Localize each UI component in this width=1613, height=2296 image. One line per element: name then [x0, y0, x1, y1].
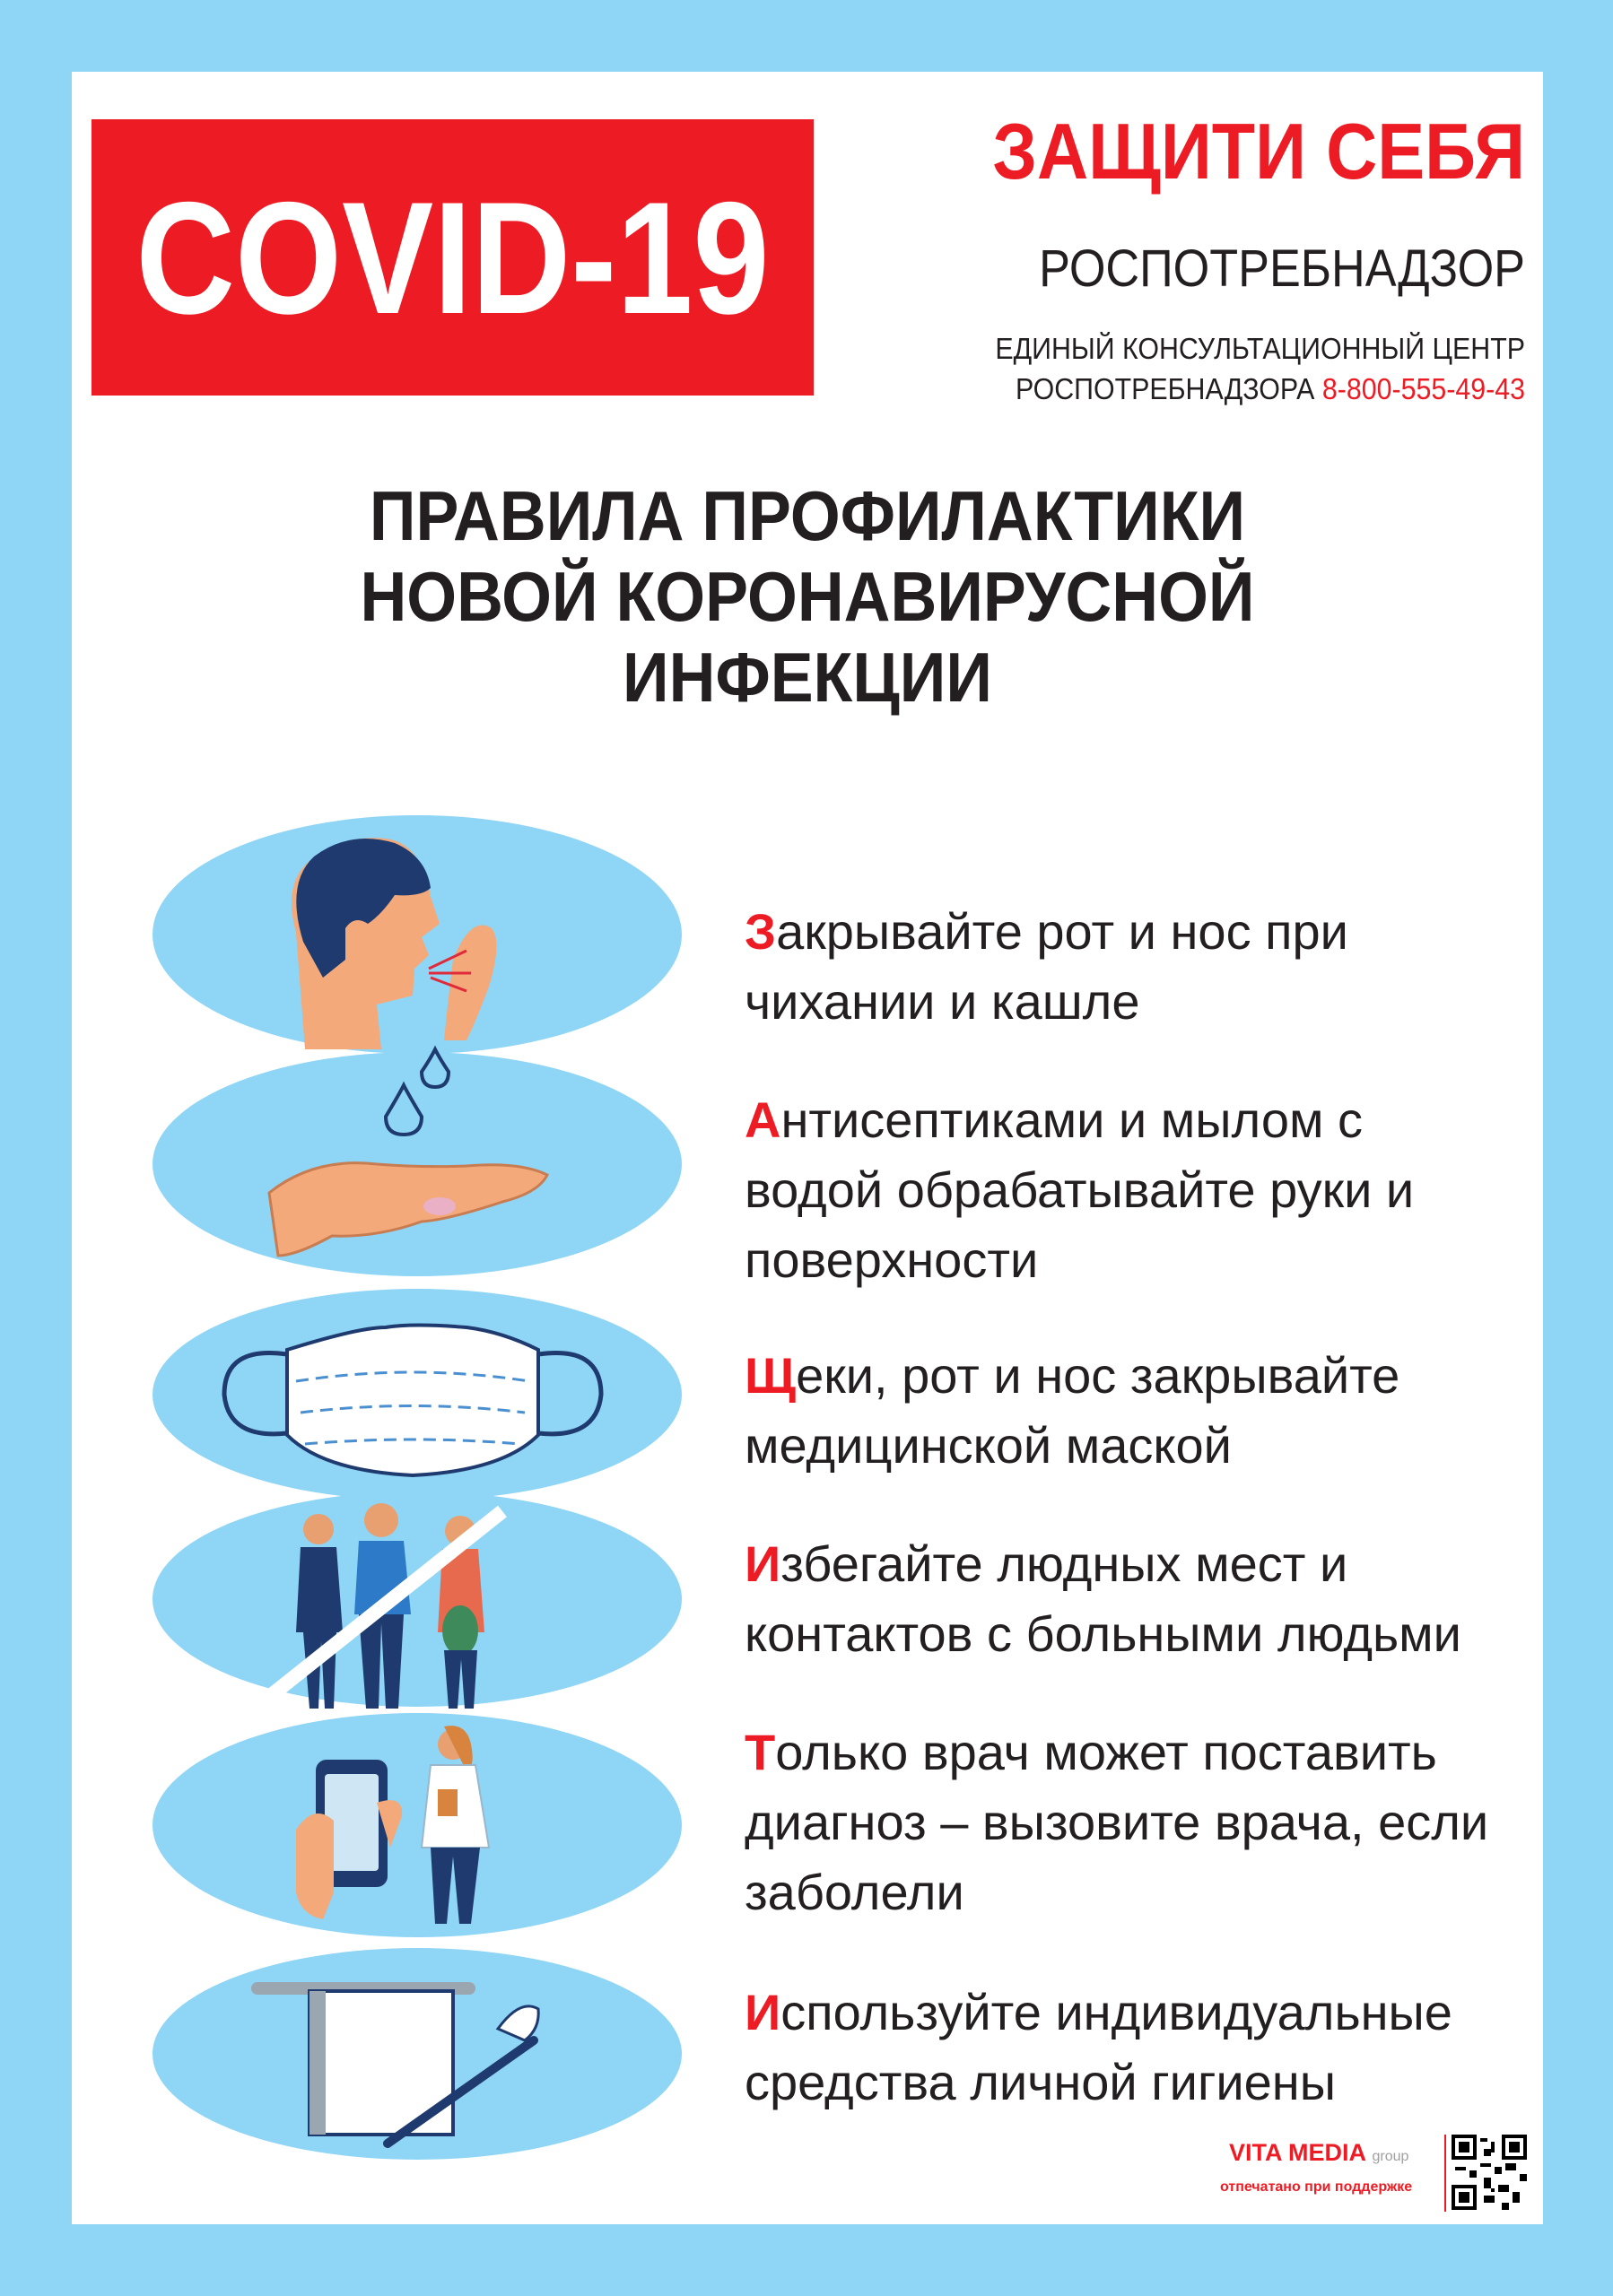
- consult-center-line: ЕДИНЫЙ КОНСУЛЬТАЦИОННЫЙ ЦЕНТР: [995, 332, 1525, 365]
- sponsor-brand: VITA MEDIA: [1229, 2139, 1365, 2166]
- sneeze-icon: [153, 815, 682, 1054]
- rule-line: медицинской маской: [745, 1417, 1232, 1474]
- hygiene-icon: [153, 1948, 682, 2160]
- qr-code-icon: [1452, 2135, 1527, 2210]
- rule-line: збегайте людных мест и: [780, 1535, 1348, 1592]
- rule-item: [745, 1529, 1534, 1669]
- rule-line: нтисептиками и мылом с: [780, 1091, 1364, 1148]
- rule-line: заболели: [745, 1864, 964, 1920]
- sponsor-note: отпечатано при поддержке: [1220, 2179, 1413, 2195]
- hand-wash-icon: [153, 1049, 682, 1276]
- rule-initial: Щ: [745, 1347, 797, 1404]
- rule-initial: И: [745, 1984, 781, 2040]
- agency-name: РОСПОТРЕБНАДЗОР: [1039, 239, 1525, 298]
- rule-initial: И: [745, 1535, 781, 1592]
- mask-icon: [153, 1289, 682, 1500]
- center-agency-label: РОСПОТРЕБНАДЗОРА: [1016, 371, 1315, 405]
- rule-line: контактов с больными людьми: [745, 1605, 1461, 1662]
- rule-initial: З: [745, 903, 777, 960]
- rule-line: спользуйте индивидуальные: [780, 1984, 1452, 2040]
- sponsor-brand-suffix: group: [1372, 2149, 1409, 2164]
- rule-line: поверхности: [745, 1231, 1039, 1288]
- rule-line: акрывайте рот и нос при: [776, 903, 1348, 960]
- rule-item: [745, 897, 1534, 1037]
- sponsor-footer: [1220, 2135, 1525, 2224]
- rule-line: диагноз – вызовите врача, если: [745, 1794, 1489, 1850]
- call-doctor-icon: [153, 1713, 682, 1937]
- rule-line: средства личной гигиены: [745, 2054, 1336, 2110]
- rule-item: [745, 1718, 1534, 1927]
- rule-item: [745, 1085, 1534, 1295]
- crowd-icon: [153, 1492, 682, 1709]
- protect-yourself-heading: ЗАЩИТИ СЕБЯ: [992, 107, 1525, 196]
- hotline-phone: 8-800-555-49-43: [1321, 371, 1525, 405]
- rule-line: чихании и кашле: [745, 973, 1140, 1030]
- title-line-3: ИНФЕКЦИИ: [623, 638, 992, 717]
- rule-line: олько врач может поставить: [775, 1724, 1437, 1780]
- footer-divider: [1444, 2135, 1446, 2212]
- sponsor-logo: [1229, 2139, 1408, 2167]
- rule-item: [745, 1978, 1534, 2118]
- title-line-1: ПРАВИЛА ПРОФИЛАКТИКИ: [369, 476, 1246, 555]
- title-line-2: НОВОЙ КОРОНАВИРУСНОЙ: [360, 557, 1255, 636]
- rule-initial: Т: [745, 1724, 776, 1780]
- rule-line: водой обрабатывайте руки и: [745, 1161, 1415, 1218]
- rule-item: [745, 1341, 1534, 1481]
- rule-line: еки, рот и нос закрывайте: [796, 1347, 1400, 1404]
- rule-initial: А: [745, 1091, 781, 1148]
- banner-title: COVID-19: [135, 168, 770, 347]
